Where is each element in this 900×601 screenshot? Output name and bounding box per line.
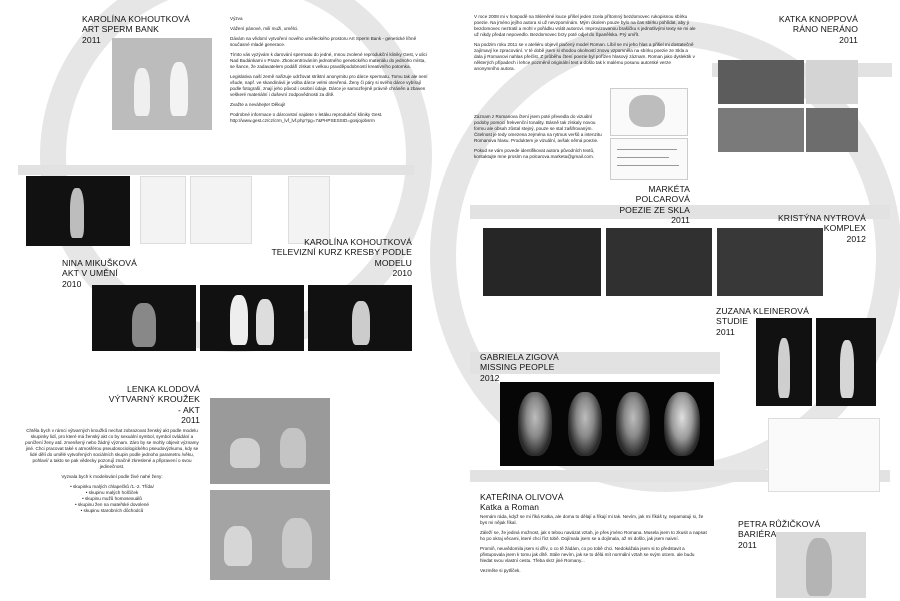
text-paragraph: Pokud se vám povede identifikovat autora původních textů, kontaktujte mne prosím na polcarova.marketa@gmail.com. xyxy=(474,148,595,159)
work-year: 2011 xyxy=(839,34,858,45)
work-year: 2011 xyxy=(671,215,690,226)
face xyxy=(518,392,552,456)
photo-tv-screen xyxy=(92,285,196,351)
work-title: RÁNO NERÁNO xyxy=(792,24,858,35)
sketch-drawing xyxy=(140,176,186,244)
artist-name: KATEŘINA OLIVOVÁ xyxy=(480,492,564,502)
polcarova-text xyxy=(474,14,696,76)
background-band xyxy=(18,165,414,175)
figure xyxy=(70,188,84,238)
artist-name: KAROLÍNA KOHOUTKOVÁ xyxy=(304,237,412,247)
title-block-kohoutkova-tv xyxy=(236,237,412,279)
photo-forest xyxy=(717,228,823,296)
text-paragraph: Dávám na vědomí vytvoření nového uměleckého prostoru Art Sperm Bank - genetické líhně současné mladé generace. xyxy=(230,36,417,47)
artist-name: PETRA RŮŽIČKOVÁ xyxy=(738,519,821,529)
photo-classroom xyxy=(210,490,330,580)
photo-dancer xyxy=(756,318,812,406)
title-block-olivova xyxy=(480,492,564,513)
photo-classroom xyxy=(210,398,330,484)
sketch-drawing xyxy=(255,176,285,242)
work-title: AKT V UMĚNÍ xyxy=(62,268,118,279)
text-paragraph: Chtěla bych v rámci výtvarných kroužků nechat zobrazovat ženský akt podle modelu skupinky lidí, pro které má ženský akt co by sexuální symbol, symbol ovládání a ponížení ženy atd. zmenšený nebo žádný význam. Záro by se mohly objevit významy jiné. Chci pracovat také s atmosférou pseudosociologického pseudovýzkumu, kdy se lidé dělí do umělé vytvořených sociálních skupin podle jednoho parametru /věku, pohlaví/ a takto se pak vědecky pozorují značně zkreslené a připravení o svou jedinečnost. xyxy=(25,428,199,469)
work-year: 2011 xyxy=(181,415,200,426)
photo-tv-screen xyxy=(200,285,304,351)
title-block-asb xyxy=(82,14,190,45)
figure xyxy=(352,301,370,345)
photo-forest xyxy=(606,228,712,296)
face xyxy=(616,392,650,456)
olivova-text xyxy=(480,514,708,578)
title-block-polcarova xyxy=(598,184,690,226)
sketch-drawing xyxy=(288,176,330,244)
child-figure xyxy=(134,68,150,116)
list-item: • skupinu starobních důchodců xyxy=(80,508,144,513)
figure xyxy=(256,299,274,345)
artist-name: ZUZANA KLEINEROVÁ xyxy=(716,306,809,316)
text-paragraph: Legislativa naší země nařizuje udržovat striktní anonymitu pro dárce spermatu. Tomu tak ale není všude, např. ve skandinávii je volba dárce velmi otevřená. Ženy či páry si svého dárce vybírají podle fotografií, znají jeho původ i osobní údaje. Dárce je samozřejmě právně chráněn a zbaven veškeré materiální i duševní zodpovědnosti za dítě. xyxy=(230,74,428,97)
work-title: MISSING PEOPLE xyxy=(480,362,555,373)
photo-bed xyxy=(718,108,804,152)
figure xyxy=(230,295,248,345)
photo-children xyxy=(112,38,212,130)
work-title: BARIÉRA xyxy=(738,529,777,540)
figure xyxy=(224,526,252,566)
text-paragraph: Vážení pánové, milí muži, umělci. xyxy=(230,26,299,31)
work-year: 2010 xyxy=(62,278,82,289)
figure xyxy=(629,95,665,127)
artist-name: MARKÉTA POLCAROVÁ xyxy=(635,184,690,205)
text-paragraph: Výzva xyxy=(230,16,243,21)
work-title: ART SPERM BANK xyxy=(82,24,160,35)
photo-bed xyxy=(806,108,858,152)
photo-faces xyxy=(500,382,714,466)
figure xyxy=(132,303,156,347)
artist-name: KAROLÍNA KOHOUTKOVÁ xyxy=(82,14,190,24)
work-title: Katka a Roman xyxy=(480,502,540,513)
artist-name: KATKA KNOPPOVÁ xyxy=(778,14,858,24)
text-paragraph: Vezměte si pytlíček. xyxy=(480,568,521,573)
title-block-klodova xyxy=(108,384,200,426)
asb-text xyxy=(230,16,430,128)
figure xyxy=(280,428,306,468)
list-item: • skupinu malých holčiček xyxy=(85,490,139,495)
work-year: 2011 xyxy=(716,326,735,337)
work-year: 2010 xyxy=(392,268,412,279)
work-title: STUDIE xyxy=(716,316,749,327)
text-line xyxy=(617,165,679,166)
artist-name: NINA MIKUŠKOVÁ xyxy=(62,258,137,268)
polcarova-text xyxy=(474,114,604,164)
child-figure xyxy=(170,62,188,116)
text-paragraph: Tímto vás vyzývám k darování spermatu do jedné, mnou zvolené reprodukční kliniky Gest, v ulici Nad Budánkami v Praze. Zkoncentrováním jednotného genetického materiálu do jednoho místa, se šance, že zadavatelem podáří získat s velkou pravděpodobností kreativního potomka. xyxy=(230,52,427,69)
work-title: KOMPLEX xyxy=(823,223,866,234)
work-year: 2012 xyxy=(846,233,866,244)
text-paragraph: Podrobné informace o dárcovství najdete v letáku reprodukční kliniky Gest. http://www.gest.cz/cz/crm_lvf_lvf.php?pg=7&PHPSESSID=gosjojobsrm xyxy=(230,112,383,123)
title-block-zigova xyxy=(480,352,559,383)
poetry-sheet-score xyxy=(610,138,688,180)
list-item: • skupinu mužů homosexuálů xyxy=(82,496,142,501)
klodova-text xyxy=(24,428,200,514)
text-paragraph: Na podzim roku 2011 se v ateliéru objevil plačený model Roman. Líbil se mi jeho hlas a přišel mi dostatečně zajímavý ke zpracování. V té době jsem si shodou okolností znovu vzpomněla na sbírku poezie ze Skla a dala ji Romanovi nahlas přečíst. Z průběhu čtení poezie byl pořízen hlasový záznam. Roman jako dyslektik v některých případech i lehce pozměnil originální text a došlo tak k malému posunu autorské verze anonymního autora. xyxy=(474,42,695,71)
photo-forest xyxy=(483,228,601,296)
sketch-drawing xyxy=(768,418,880,492)
text-paragraph: Nemám ráda, když se mi říká Katka, ale doma to dělají a říkají mi tak. Nevím, jak mi říkáš ty, nepamatuji si, že bys mi nějak říkal. xyxy=(480,514,704,525)
text-paragraph: Vyzvala bych k modelování podle živé nahé ženy: xyxy=(61,474,163,479)
sketch-drawing xyxy=(190,176,252,244)
figure xyxy=(778,338,790,398)
photo-tv-screen xyxy=(308,285,412,351)
poetry-sheet-photo xyxy=(610,88,688,136)
list-item: • skupinu žen na mateřské dovolené xyxy=(75,502,149,507)
face xyxy=(664,392,700,456)
work-title: TELEVIZNÍ KURZ KRESBY PODLE MODELU xyxy=(271,247,412,268)
text-paragraph: Promiň, neuvědomila jsem si dřív, o co tě žádám, co po tobě chci. Nedokážala jsem si to představit a přistupovala jsem k tomu jak dítě. Stále nevím, jak se to dělá mít normální vztah se svým otcem. ale budu hledat svou vlastní cestu. Třeba skrz jiné Romany... xyxy=(480,546,695,563)
photo-bed xyxy=(806,60,858,104)
work-year: 2012 xyxy=(480,372,500,383)
figure xyxy=(282,518,312,568)
artist-name: LENKA KLODOVÁ xyxy=(127,384,200,394)
list-item: • skupinku malých chlapečků /1.-2. Třída/ xyxy=(70,484,154,489)
figure xyxy=(840,340,854,398)
text-paragraph: V roce 2008 mi v hospodě na Skleněné louce přišel jeden zcela přítomný bezdomovec rukopisnou sbírku poezie. Na jméno jejího autora si už nevzpomínám. Mým úkolem pouze bylo na čas sbírku pohlídat, aby ji bezdomovec neztratil a mohl v pořádku vrátit autorovi. Improvizovanou brašičku s jednotlivými texty se mi ale už nikdy předat nepovedlo. Bezdomovec brzy poté odjel do Španělska. Prý umřít. xyxy=(474,14,696,37)
title-block-knoppova xyxy=(766,14,858,45)
photo-bed xyxy=(718,60,804,104)
text-paragraph: Záznam z Romanova čtení jsem poté převedla do vizuální podoby pomocí frekvenční tonality. Básně tak získaly novou formu ale obsah zůstal stejný, pouze se stal zašifrovaným. Čitelnost je tedy omezena zejména na rytmus veršů a intenzitu Romanova hlasu. Produktem je vizuální, avšak němá poezie. xyxy=(474,114,602,143)
face xyxy=(568,392,602,456)
work-year: 2011 xyxy=(738,539,757,550)
figure xyxy=(806,538,832,596)
text-paragraph: Zvažte a neváhejte! Děkuji! xyxy=(230,102,286,107)
photo-nude xyxy=(776,532,866,598)
photo-dancer xyxy=(816,318,876,406)
work-year: 2011 xyxy=(82,34,101,45)
artist-name: GABRIELA ZIGOVÁ xyxy=(480,352,559,362)
text-paragraph: Záleží se, že jediná možnost, jak s tebou navázat vztah, je přes jméno Romana. Musela jsem to zkusit a napsat ho po okraj věcami, které chci říct tobě. Dojímala jsem se a dojímala, až mi došlo, jak jsem naivní. xyxy=(480,530,707,541)
figure xyxy=(230,438,260,468)
text-line xyxy=(617,157,669,158)
artist-name: KRISTÝNA NYTROVÁ xyxy=(777,213,866,223)
photo-performer xyxy=(26,176,130,246)
work-title: VÝTVARNÝ KROUŽEK - AKT xyxy=(108,394,200,415)
work-title: POEZIE ZE SKLA xyxy=(619,204,690,215)
text-line xyxy=(617,149,677,150)
